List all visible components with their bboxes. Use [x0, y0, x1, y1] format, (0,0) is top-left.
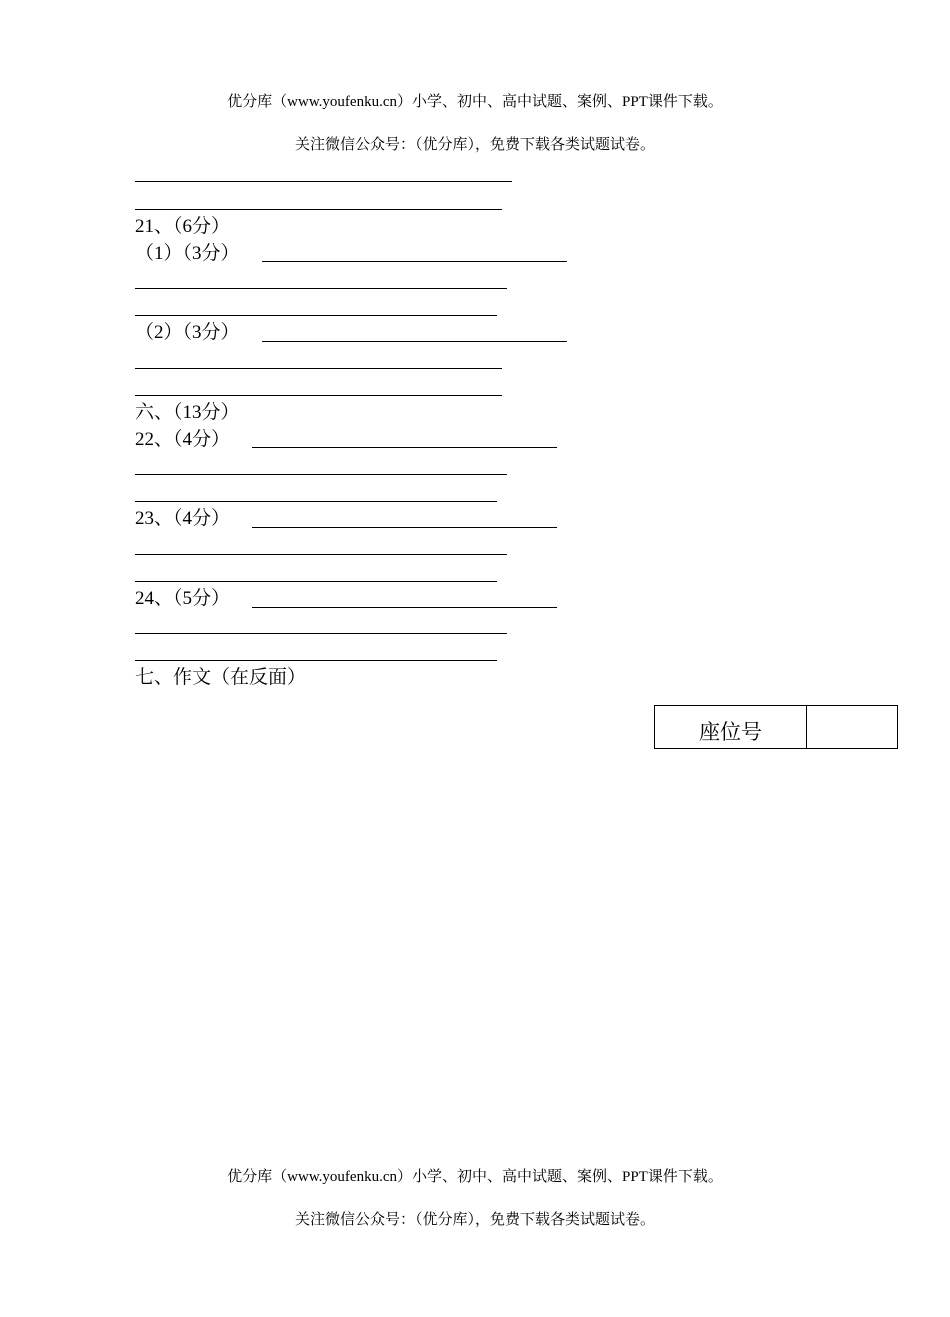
answer-line	[135, 660, 497, 661]
seat-number-label: 座位号	[655, 706, 807, 748]
answer-line	[135, 368, 502, 369]
seat-number-box	[654, 705, 898, 749]
header-line-2: 关注微信公众号：（优分库），免费下载各类试题试卷。	[294, 137, 655, 153]
question-23-label: 23、（4分）	[135, 508, 231, 529]
answer-line	[135, 633, 507, 634]
answer-line	[135, 288, 507, 289]
footer-line-2: 关注微信公众号：（优分库），免费下载各类试题试卷。	[294, 1212, 655, 1228]
answer-line	[135, 181, 512, 182]
answer-line	[135, 395, 502, 396]
answer-line	[252, 607, 557, 608]
question-21-1-label: （1）（3分）	[135, 243, 240, 264]
answer-line	[135, 315, 497, 316]
question-21-2-label: （2）（3分）	[135, 322, 240, 343]
section-6-label: 六、（13分）	[135, 402, 240, 423]
answer-line	[135, 554, 507, 555]
footer-line-1: 优分库（www.youfenku.cn）小学、初中、高中试题、案例、PPT课件下载。	[227, 1169, 723, 1185]
question-21-label: 21、（6分）	[135, 216, 231, 237]
question-22-label: 22、（4分）	[135, 429, 231, 450]
seat-number-field[interactable]	[807, 706, 897, 748]
answer-line	[135, 209, 502, 210]
header-line-1: 优分库（www.youfenku.cn）小学、初中、高中试题、案例、PPT课件下载。	[227, 94, 723, 110]
answer-line	[135, 474, 507, 475]
answer-line	[262, 261, 567, 262]
answer-line	[135, 581, 497, 582]
section-7-label: 七、作文（在反面）	[135, 667, 307, 688]
question-24-label: 24、（5分）	[135, 588, 231, 609]
answer-line	[252, 447, 557, 448]
answer-line	[252, 527, 557, 528]
answer-line	[135, 501, 497, 502]
answer-line	[262, 341, 567, 342]
